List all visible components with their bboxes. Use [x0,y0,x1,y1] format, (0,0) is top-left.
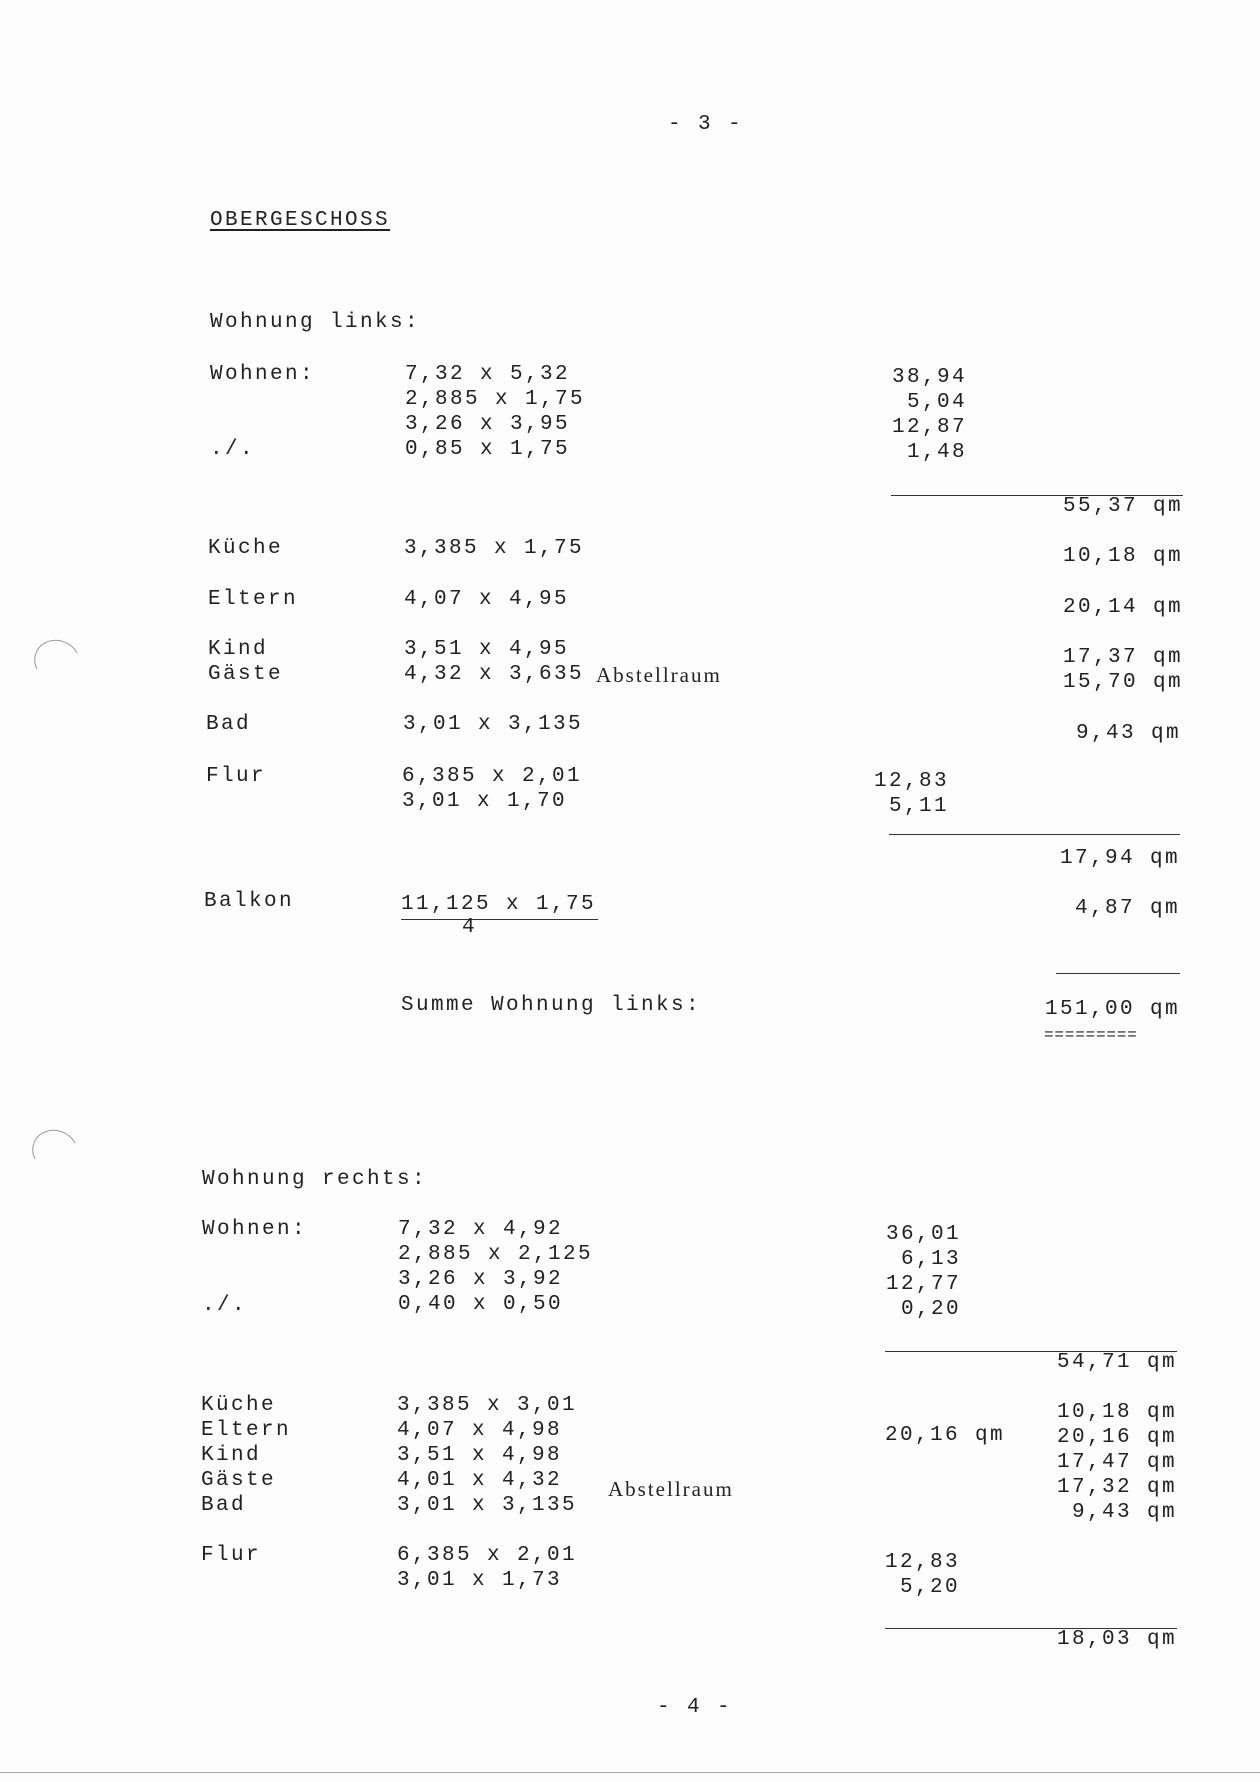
note-abstellraum: Abstellraum [608,1477,734,1501]
dimension: 7,32 x 5,32 [405,363,571,386]
room-total: 20,16 qm [1056,1426,1177,1449]
page-number-bottom: - 4 - [657,1696,733,1719]
dimension: 3,01 x 3,135 [403,713,584,736]
room-total: 17,37 qm [1062,646,1183,669]
dimension: 2,885 x 1,75 [405,388,586,411]
subtotal: 5,20 [899,1576,960,1599]
apartment-title-left: Wohnung links: [210,311,421,334]
room-total: 20,14 qm [1062,596,1183,619]
dimension: 4,01 x 4,32 [397,1469,563,1492]
subtotal: 1,48 [906,441,967,464]
room-label: Gäste [208,663,284,686]
room-total: 10,18 qm [1056,1401,1177,1424]
dimension: 4,32 x 3,635 [404,663,585,686]
subtotal: 12,83 [873,770,949,793]
subtotal: 5,11 [888,795,949,818]
subtotal: 12,77 [885,1273,961,1296]
dimension: 0,85 x 1,75 [405,438,571,461]
dimension: 0,40 x 0,50 [398,1293,564,1316]
dimension: 3,01 x 1,73 [397,1569,563,1592]
dimension: 3,01 x 3,135 [397,1494,578,1517]
page-number-top: - 3 - [668,113,744,136]
subtotal: 0,20 [900,1298,961,1321]
room-label: Flur [201,1544,262,1567]
grand-total: 151,00 qm [1044,998,1180,1021]
room-label: Eltern [201,1419,292,1442]
subtotal: 36,01 [885,1223,961,1246]
sum-label: Summe Wohnung links: [401,994,702,1017]
subtotal: 12,83 [884,1551,960,1574]
dimension: 3,385 x 1,75 [404,537,585,560]
dimension: 6,385 x 2,01 [397,1544,578,1567]
room-total: 54,71 qm [1056,1351,1177,1374]
room-total: 17,94 qm [1059,847,1180,870]
room-label: Flur [206,765,267,788]
dimension: 7,32 x 4,92 [398,1218,564,1241]
subtotal: 12,87 [891,416,967,439]
punch-hole-mark [26,1123,84,1178]
room-label: Wohnen: [210,363,316,386]
dimension: 11,125 x 1,75 [401,893,597,916]
dimension: 4,07 x 4,95 [404,588,570,611]
sum-line [889,834,1180,835]
double-underline: ========= [1044,1026,1138,1044]
dimension: 3,01 x 1,70 [402,790,568,813]
subtotal: 6,13 [900,1248,961,1271]
dimension: 4,07 x 4,98 [397,1419,563,1442]
room-label: Bad [201,1494,247,1517]
room-total: 17,47 qm [1056,1451,1177,1474]
dimension: 3,51 x 4,95 [404,638,570,661]
room-total: 55,37 qm [1062,495,1183,518]
dimension: 3,385 x 3,01 [397,1394,578,1417]
dimension: 3,26 x 3,92 [398,1268,564,1291]
room-label: Wohnen: [202,1218,308,1241]
dimension: 2,885 x 2,125 [398,1243,594,1266]
room-label: Balkon [204,890,295,913]
dimension: 3,51 x 4,98 [397,1444,563,1467]
room-label: Kind [208,638,269,661]
apartment-title-right: Wohnung rechts: [202,1168,428,1191]
room-label: Eltern [208,588,299,611]
note-abstellraum: Abstellraum [596,663,722,687]
subtotal: 5,04 [906,391,967,414]
punch-hole-mark [28,633,86,688]
room-total: 4,87 qm [1074,897,1180,920]
room-label: Küche [201,1394,277,1417]
room-total: 9,43 qm [1071,1501,1177,1524]
room-label: Gäste [201,1469,277,1492]
minus-label: ./. [210,438,256,461]
room-total: 18,03 qm [1056,1628,1177,1651]
room-label: Kind [201,1444,262,1467]
room-total: 10,18 qm [1062,545,1183,568]
page-edge [0,1772,1260,1773]
fraction-line [401,919,598,920]
room-total: 15,70 qm [1062,671,1183,694]
room-label: Bad [206,713,252,736]
room-total: 9,43 qm [1075,722,1181,745]
dimension: 6,385 x 2,01 [402,765,583,788]
minus-label: ./. [202,1294,248,1317]
room-total: 17,32 qm [1056,1476,1177,1499]
eltern-side-value: 20,16 qm [885,1424,1006,1447]
dimension: 3,26 x 3,95 [405,413,571,436]
sum-line [1056,973,1180,974]
section-heading: OBERGESCHOSS [210,209,391,232]
subtotal: 38,94 [891,366,967,389]
room-label: Küche [208,537,284,560]
divisor: 4 [462,916,478,939]
